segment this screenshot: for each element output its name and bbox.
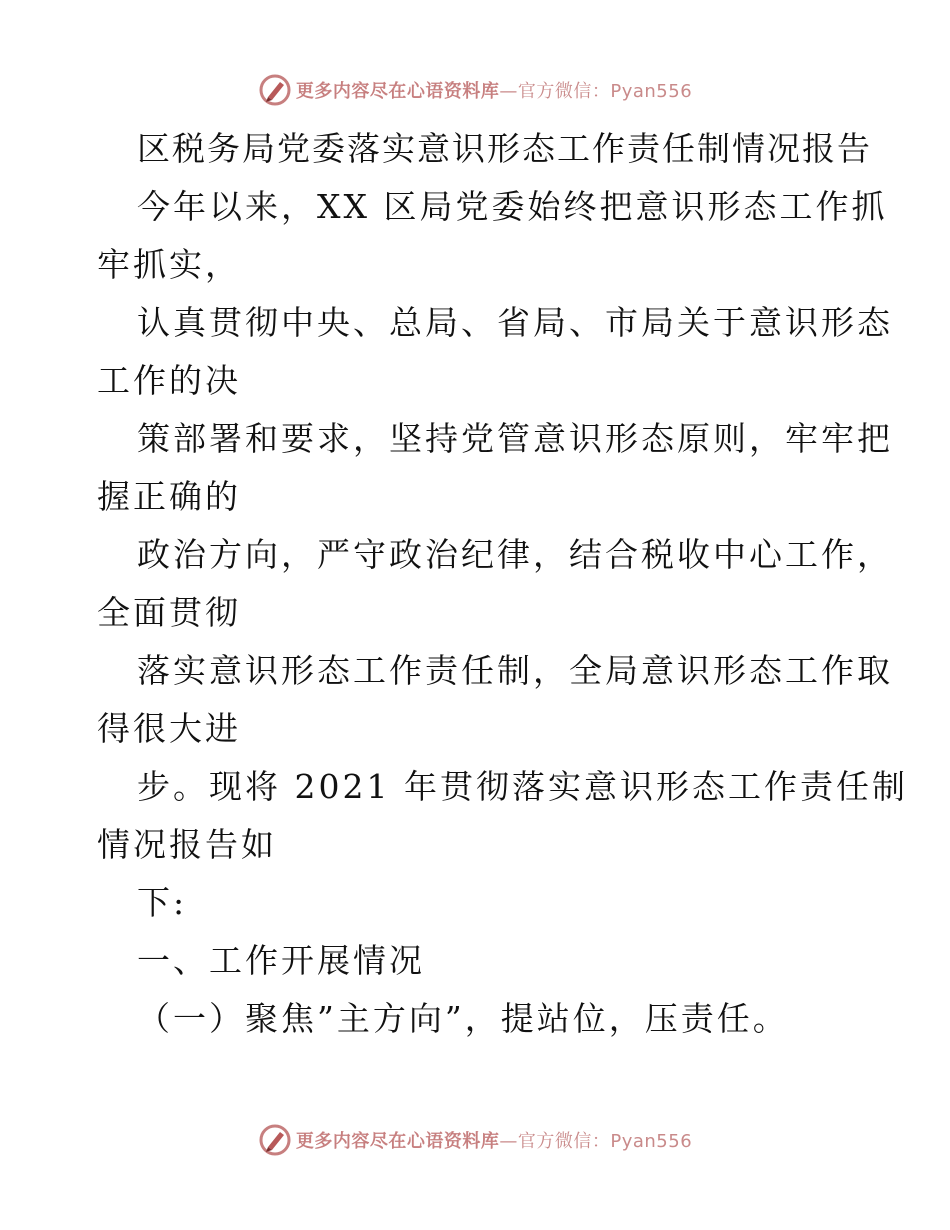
paragraph-line: 情况报告如 — [97, 825, 277, 864]
watermark-text — [296, 1127, 692, 1153]
paragraph-line: 下: — [137, 883, 188, 922]
watermark-banner-bottom — [0, 1120, 950, 1160]
paragraph-line: 全面贯彻 — [97, 593, 241, 632]
paragraph-line: 落实意识形态工作责任制，全局意识形态工作取 — [137, 651, 893, 690]
paragraph-line: 步。现将 2021 年贯彻落实意识形态工作责任制 — [137, 767, 908, 806]
paragraph-line: 牢抓实， — [97, 245, 241, 284]
paragraph-line: 策部署和要求，坚持党管意识形态原则，牢牢把 — [137, 419, 893, 458]
paragraph-line: 认真贯彻中央、总局、省局、市局关于意识形态 — [137, 303, 893, 342]
watermark-brand: 更多内容尽在心语资料库 — [295, 81, 500, 102]
paragraph-line: 得很大进 — [97, 709, 241, 748]
subsection-heading: （一）聚焦”主方向”，提站位，压责任。 — [137, 999, 789, 1038]
document-page — [97, 120, 908, 1048]
paragraph-line: 政治方向，严守政治纪律，结合税收中心工作， — [137, 535, 893, 574]
section-heading: 一、工作开展情况 — [137, 941, 425, 980]
watermark-wechat: 官方微信：Pyan556 — [517, 81, 693, 102]
paragraph-line: 工作的决 — [97, 361, 241, 400]
watermark-separator: — — [499, 81, 518, 102]
watermark-wechat: 官方微信：Pyan556 — [517, 1131, 693, 1152]
watermark-brand: 更多内容尽在心语资料库 — [295, 1131, 500, 1152]
pen-logo-icon — [258, 1123, 292, 1157]
document-title: 区税务局党委落实意识形态工作责任制情况报告 — [137, 129, 872, 168]
paragraph-line: 今年以来，XX 区局党委始终把意识形态工作抓 — [137, 187, 888, 226]
watermark-separator: — — [499, 1131, 518, 1152]
watermark-text — [296, 77, 692, 103]
pen-logo-icon — [258, 73, 292, 107]
paragraph-line: 握正确的 — [97, 477, 241, 516]
watermark-banner-top — [0, 70, 950, 110]
